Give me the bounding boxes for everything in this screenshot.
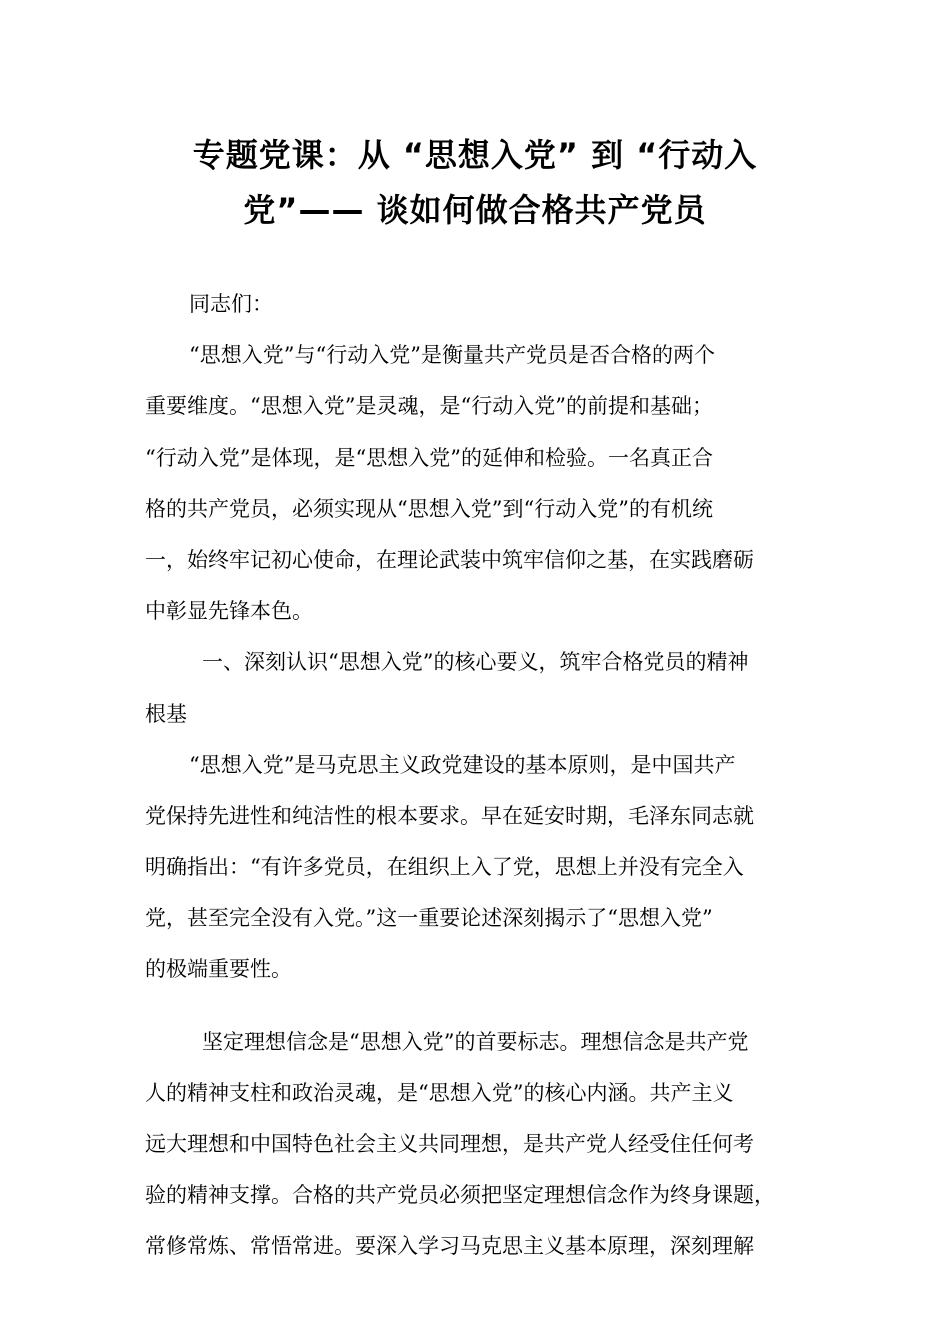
greeting: 同志们： xyxy=(189,292,273,316)
paragraph-line: 远大理想和中国特色社会主义共同理想，是共产党人经受住任何考 xyxy=(145,1132,754,1156)
paragraph-line: 一，始终牢记初心使命，在理论武装中筑牢信仰之基，在实践磨砺 xyxy=(145,547,754,572)
heading-line: 一、深刻认识“思想入党”的核心要义，筑牢合格党员的精神 xyxy=(202,650,749,675)
paragraph-line: 人的精神支柱和政治灵魂，是“思想入党”的核心内涵。共产主义 xyxy=(145,1080,734,1105)
document-body xyxy=(145,279,817,1273)
paragraph-line: 的极端重要性。 xyxy=(145,957,292,982)
title-line-2: 党”—— 谈如何做合格共产党员 xyxy=(243,191,707,229)
paragraph-line: 中彰显先锋本色。 xyxy=(145,599,313,624)
paragraph-line: 党保持先进性和纯洁性的根本要求。早在延安时期，毛泽东同志就 xyxy=(145,803,754,828)
paragraph-line: 格的共产党员，必须实现从“思想入党”到“行动入党”的有机统 xyxy=(145,496,713,521)
paragraph-line: 重要维度。“思想入党”是灵魂，是“行动入党”的前提和基础； xyxy=(145,394,713,419)
paragraph-line: 明确指出：“有许多党员，在组织上入了党，思想上并没有完全入 xyxy=(145,855,744,880)
paragraph-line: “思想入党”是马克思主义政党建设的基本原则，是中国共产 xyxy=(189,752,736,777)
section-heading-1 xyxy=(145,637,817,739)
paragraph-line: 坚定理想信念是“思想入党”的首要标志。理想信念是共产党 xyxy=(202,1029,749,1054)
title-line-1: 专题党课：从 “思想入党” 到 “行动入 xyxy=(192,136,758,174)
document-title xyxy=(145,128,805,238)
section-1-paragraph-1 xyxy=(145,740,817,996)
paragraph-line: 验的精神支撑。合格的共产党员必须把坚定理想信念作为终身课题， xyxy=(145,1183,775,1208)
section-1-paragraph-2 xyxy=(145,1017,817,1273)
paragraph-line: 党，甚至完全没有入党。”这一重要论述深刻揭示了“思想入党” xyxy=(145,906,713,931)
paragraph-gap xyxy=(145,996,817,1017)
paragraph-line: “行动入党”是体现，是“思想入党”的延伸和检验。一名真正合 xyxy=(145,445,713,470)
paragraph-line: 常修常炼、常悟常进。要深入学习马克思主义基本原理，深刻理解 xyxy=(145,1234,754,1259)
intro-paragraph xyxy=(145,330,817,637)
paragraph-line: “思想入党”与“行动入党”是衡量共产党员是否合格的两个 xyxy=(189,343,715,368)
heading-line: 根基 xyxy=(145,701,187,726)
